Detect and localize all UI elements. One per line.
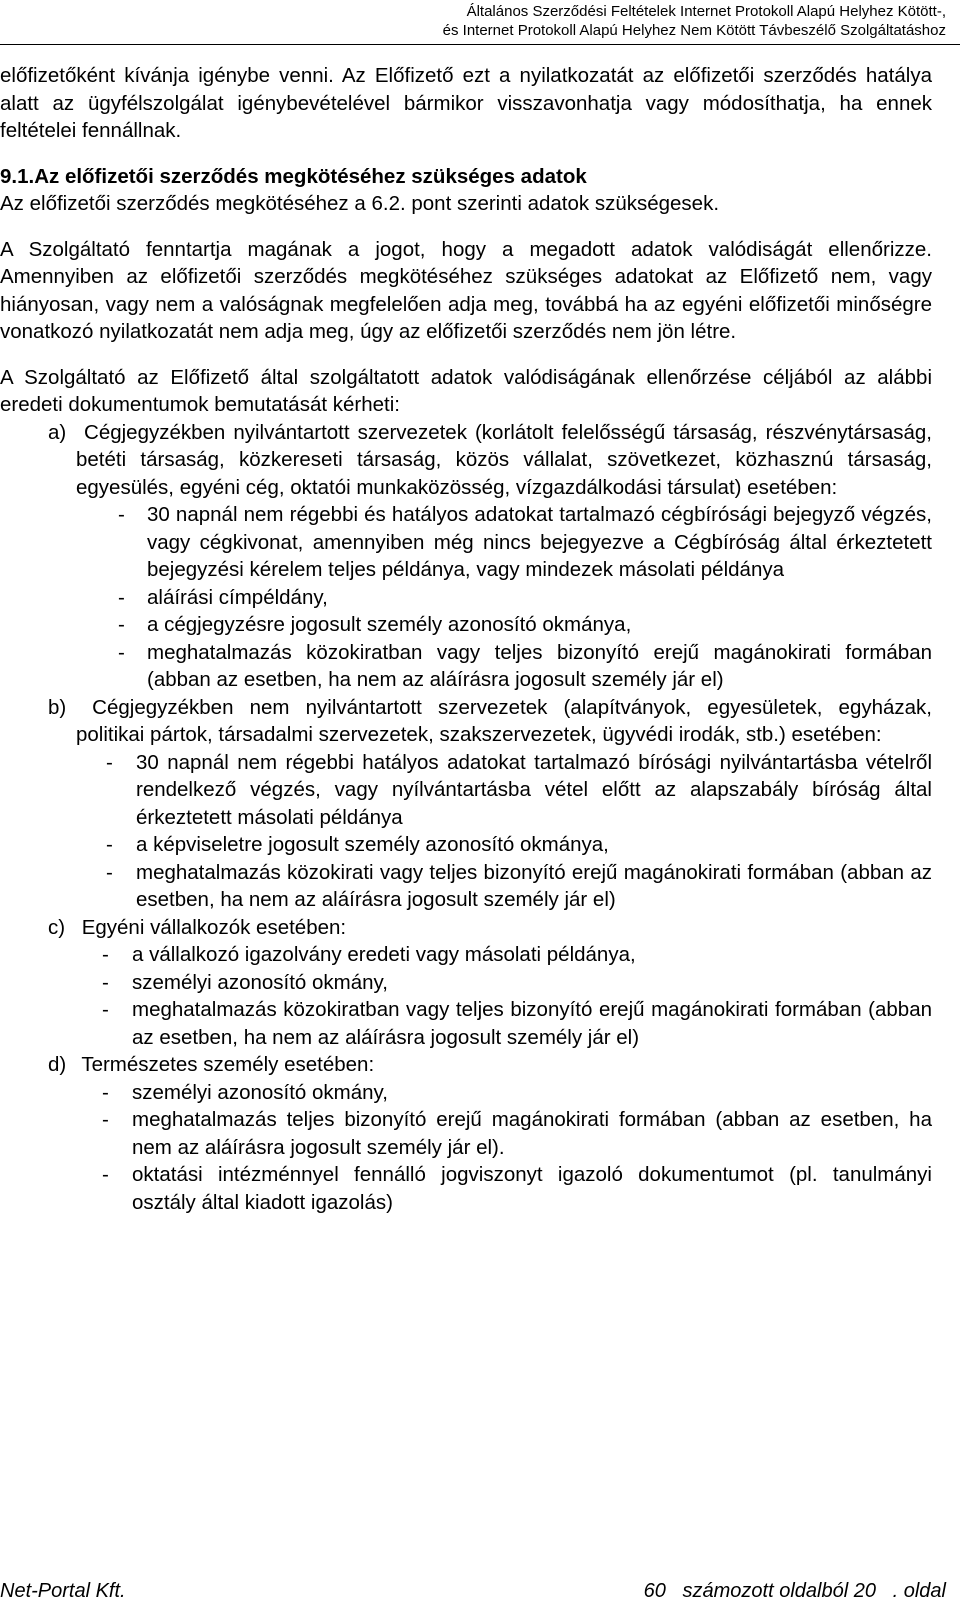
list-b-subitem: - 30 napnál nem régebbi hatályos adatokat tartalmazó bírósági nyilvántartásba vételről rendelkező végzés, vagy nyílvántartásba vétel előtt az alapszabály bíróság által érkeztetett másolati példánya — [106, 750, 932, 829]
list-item-b — [48, 694, 932, 749]
list-label-d: d) — [48, 1053, 67, 1076]
footer-page-info: 60 számozott oldalból 20 . oldal — [643, 1580, 946, 1602]
list-item-c — [48, 914, 932, 942]
list-b-subitem: - a képviseletre jogosult személy azonosító okmánya, — [106, 833, 609, 856]
list-b-subitem: - meghatalmazás közokirati vagy teljes bizonyító erejű magánokirati formában (abban az esetben, ha nem az aláírásra jogosult személy jár el) — [106, 860, 932, 911]
section-paragraph-2: A Szolgáltató fenntartja magának a jogot, hogy a megadott adatok valódiságát ellenőrizze. Amennyiben az előfizetői szerződés megkötéséhez szükséges adatokat az Előfizető nem, vagy hiányosan, vagy nem a valóságnak megfelelően adja meg, továbbá ha az egyéni előfizetői minőségre vonatkozó nyilatkozatát nem adja meg, úgy az előfizetői szerződés nem jön létre. — [0, 237, 932, 343]
list-item-d — [48, 1051, 932, 1079]
list-c-subitem: - személyi azonosító okmány, — [102, 970, 388, 994]
list-label-b: b) — [48, 695, 67, 719]
list-d-subitem: - meghatalmazás teljes bizonyító erejű magánokirati formában (abban az esetben, ha nem az aláírásra jogosult személy jár el). — [102, 1108, 932, 1159]
list-c-subitem: - meghatalmazás közokiratban vagy teljes bizonyító erejű magánokirati formában (abban az esetben, ha nem az aláírásra jogosult személy jár el) — [102, 998, 932, 1049]
header-divider — [0, 44, 960, 45]
header-line-2: és Internet Protokoll Alapú Helyhez Nem Kötött Távbeszélő Szolgáltatáshoz — [442, 22, 946, 39]
list-d-subitem: - oktatási intézménnyel fennálló jogviszonyt igazoló dokumentumot (pl. tanulmányi osztály által kiadott igazolás) — [102, 1163, 932, 1214]
list-a-subitem: - aláírási címpéldány, — [118, 585, 328, 609]
intro-paragraph: előfizetőként kívánja igénybe venni. Az Előfizető ezt a nyilatkozatát az előfizetői szerződés hatálya alatt az ügyfélszolgálat igénybevételével bármikor visszavonhatja vagy módosíthatja, ha ennek feltételei fennállnak. — [0, 64, 932, 142]
page-header — [346, 2, 946, 40]
list-text-d: Természetes személy esetében: — [81, 1053, 375, 1076]
footer-company: Net-Portal Kft. — [0, 1580, 126, 1602]
list-text-c: Egyéni vállalkozók esetében: — [81, 915, 347, 939]
list-a-subitem: - meghatalmazás közokiratban vagy teljes bizonyító erejű magánokirati formában (abban az esetben, ha nem az aláírásra jogosult személy jár el) — [118, 640, 932, 691]
list-label-c: c) — [48, 915, 66, 939]
list-label-a: a) — [48, 420, 67, 444]
list-text-a: Cégjegyzékben nyilvántartott szervezetek (korlátolt felelősségű társaság, részvénytársaság, betéti társaság, közkereseti társaság, közös vállalat, szövetkezet, közhasznú társaság, egyesülés, egyéni cég, oktatói munkaközösség, vízgazdálkodási társulat) esetében: — [76, 420, 932, 499]
document-body — [0, 62, 932, 1216]
section-heading: 9.1.Az előfizetői szerződés megkötéséhez szükséges adatok — [0, 164, 587, 188]
list-d-subitem: - személyi azonosító okmány, — [102, 1080, 388, 1104]
list-item-a — [48, 419, 932, 502]
section-paragraph-3: A Szolgáltató az Előfizető által szolgáltatott adatok valódiságának ellenőrzése céljából az alábbi eredeti dokumentumok bemutatását kérheti: — [0, 365, 932, 416]
list-c-subitem: - a vállalkozó igazolvány eredeti vagy másolati példánya, — [102, 943, 636, 966]
list-a-subitem: - a cégjegyzésre jogosult személy azonosító okmánya, — [118, 613, 632, 636]
header-line-1: Általános Szerződési Feltételek Internet Protokoll Alapú Helyhez Kötött-, — [466, 3, 946, 20]
section-paragraph-1: Az előfizetői szerződés megkötéséhez a 6.2. pont szerinti adatok szükségesek. — [0, 192, 720, 215]
list-text-b: Cégjegyzékben nem nyilvántartott szervezetek (alapítványok, egyesületek, egyházak, politikai pártok, társadalmi szervezetek, szakszervezetek, ügyvédi irodák, stb.) esetében: — [76, 695, 932, 746]
list-a-subitem: - 30 napnál nem régebbi és hatályos adatokat tartalmazó cégbírósági bejegyző végzés, vagy cégkivonat, amennyiben még nincs bejegyezve a Cégbíróság által érkeztetett bejegyzési kérelem teljes példánya, vagy mindezek másolati példánya — [118, 503, 932, 581]
